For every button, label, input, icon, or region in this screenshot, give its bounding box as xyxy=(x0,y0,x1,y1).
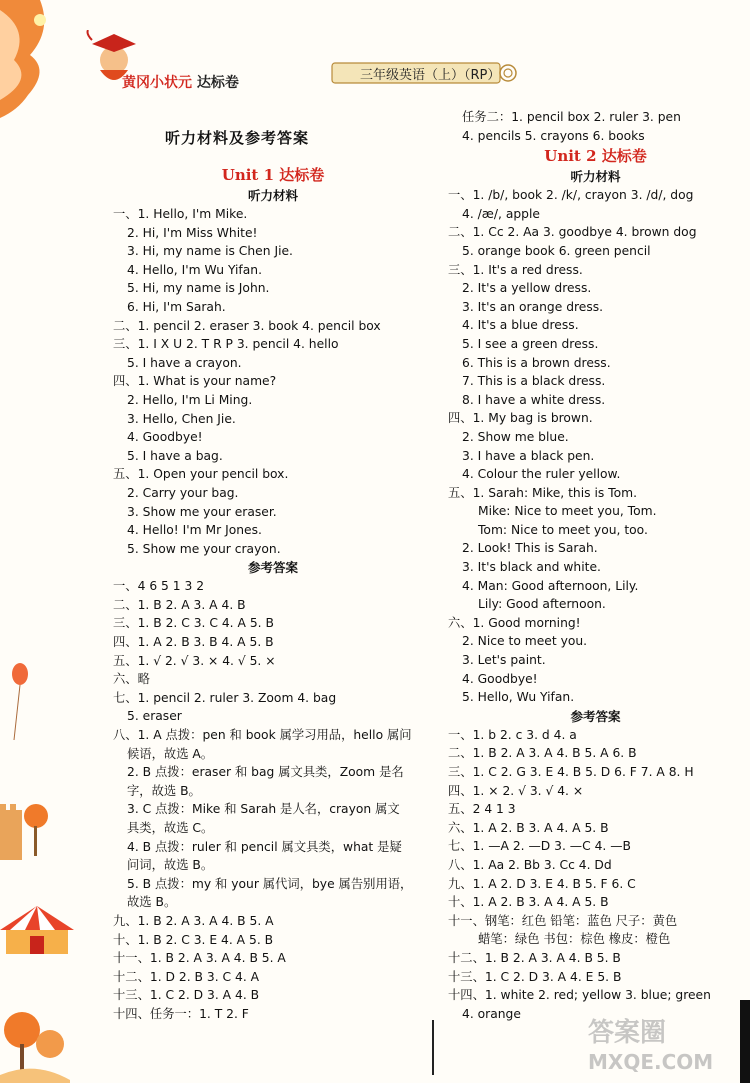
answer-line: 4. Colour the ruler yellow. xyxy=(462,467,621,482)
answer-line: 蜡笔：绿色 书包：棕色 橡皮：橙色 xyxy=(478,932,671,947)
unit-title: Unit 2 达标卷 xyxy=(544,147,647,166)
svg-text:答案圈: 答案圈 xyxy=(588,1018,667,1048)
left-column xyxy=(113,164,433,1024)
answer-line: 3. It's an orange dress. xyxy=(462,299,604,314)
book-title: 三年级英语（上）（RP） xyxy=(360,68,501,83)
answer-line: 5. Hi, my name is John. xyxy=(127,281,270,296)
answer-line: 7. This is a black dress. xyxy=(462,374,606,389)
section-title: 参考答案 xyxy=(570,708,621,724)
corner-decoration-icon xyxy=(0,0,58,120)
answer-line: 三、1. I X U 2. T R P 3. pencil 4. hello xyxy=(113,337,339,352)
divider-line xyxy=(432,1020,434,1075)
answer-line: 九、1. B 2. A 3. A 4. B 5. A xyxy=(113,913,274,928)
balloon-icon xyxy=(0,660,40,750)
answer-line: 2. B 点拨：eraser 和 bag 属文具类，Zoom 是名 xyxy=(127,765,404,780)
answer-line: 五、1. √ 2. √ 3. × 4. √ 5. × xyxy=(113,653,276,668)
answer-line: 4. pencils 5. crayons 6. books xyxy=(462,128,645,143)
answer-line: 4. It's a blue dress. xyxy=(462,318,579,333)
answer-line: 一、1. /b/, book 2. /k/, crayon 3. /d/, dog xyxy=(448,188,694,203)
answer-line: 4. Man: Good afternoon, Lily. xyxy=(462,578,639,593)
answer-line: 3. Show me your eraser. xyxy=(127,504,277,519)
svg-text:MXQE.COM: MXQE.COM xyxy=(588,1050,714,1074)
answer-line: 五、2 4 1 3 xyxy=(448,802,516,817)
tree-icon xyxy=(0,1000,70,1083)
answer-line: 十一、1. B 2. A 3. A 4. B 5. A xyxy=(113,951,286,966)
answer-line: 十、1. A 2. B 3. A 4. A 5. B xyxy=(448,895,609,910)
answer-line: 4. orange xyxy=(462,1006,521,1021)
answer-line: 5. orange book 6. green pencil xyxy=(462,243,651,258)
answer-line: 5. eraser xyxy=(127,709,182,724)
answer-line: 候语，故选 A。 xyxy=(127,746,214,761)
answer-line: 4. Hello! I'm Mr Jones. xyxy=(127,523,262,538)
answer-line: 2. Hello, I'm Li Ming. xyxy=(127,392,253,407)
answer-line: 5. I have a crayon. xyxy=(127,355,242,370)
answer-line: 八、1. A 点拨：pen 和 book 属学习用品，hello 属问 xyxy=(113,728,412,743)
answer-line: 四、1. A 2. B 3. B 4. A 5. B xyxy=(113,635,274,650)
answer-line: 3. C 点拨：Mike 和 Sarah 是人名，crayon 属文 xyxy=(127,802,400,817)
answer-line: 四、1. My bag is brown. xyxy=(448,411,593,426)
answer-line: 3. Hi, my name is Chen Jie. xyxy=(127,244,293,259)
answer-line: 2. Nice to meet you. xyxy=(462,634,588,649)
answer-line: 故选 B。 xyxy=(127,895,177,910)
answer-line: 3. It's black and white. xyxy=(462,560,601,575)
answer-line: 2. Look! This is Sarah. xyxy=(462,541,598,556)
answer-line: 二、1. B 2. A 3. A 4. B xyxy=(113,597,246,612)
answer-line: 三、1. It's a red dress. xyxy=(448,262,583,277)
answer-line: 字，故选 B。 xyxy=(127,783,201,798)
page-title: 听力材料及参考答案 xyxy=(165,129,310,147)
answer-line: 4. /æ/, apple xyxy=(462,206,540,221)
answer-line: 十一、钢笔：红色 铅笔：蓝色 尺子：黄色 xyxy=(448,913,678,928)
answer-line: 2. It's a yellow dress. xyxy=(462,281,592,296)
answer-line: 4. Goodbye! xyxy=(127,430,203,445)
answer-line: 4. Hello, I'm Wu Yifan. xyxy=(127,262,263,277)
answer-line: 十、1. B 2. C 3. E 4. A 5. B xyxy=(113,932,274,947)
answer-line: 二、1. pencil 2. eraser 3. book 4. pencil box xyxy=(113,318,381,333)
answer-line: 任务二：1. pencil box 2. ruler 3. pen xyxy=(462,110,681,124)
answer-line: 4. Goodbye! xyxy=(462,671,538,686)
answer-line: 十三、1. C 2. D 3. A 4. E 5. B xyxy=(448,969,622,984)
answer-line: 四、1. × 2. √ 3. √ 4. × xyxy=(448,783,584,798)
answer-line: 五、1. Open your pencil box. xyxy=(113,467,289,482)
section-title: 参考答案 xyxy=(247,560,298,576)
answer-line: 一、1. b 2. c 3. d 4. a xyxy=(448,727,577,742)
answer-line: 具类，故选 C。 xyxy=(127,821,214,835)
answer-line: 十二、1. B 2. A 3. A 4. B 5. B xyxy=(448,950,621,965)
answer-line: 二、1. Cc 2. Aa 3. goodbye 4. brown dog xyxy=(448,225,697,240)
answer-line: 一、4 6 5 1 3 2 xyxy=(113,579,205,594)
answer-line: Tom: Nice to meet you, too. xyxy=(478,522,648,537)
answer-line: 3. I have a black pen. xyxy=(462,448,595,463)
answer-line: 问词，故选 B。 xyxy=(127,858,214,873)
castle-tree-icon xyxy=(0,780,50,870)
answer-line: 十三、1. C 2. D 3. A 4. B xyxy=(113,988,260,1003)
section-title: 听力材料 xyxy=(247,188,298,203)
answer-line: 九、1. A 2. D 3. E 4. B 5. F 6. C xyxy=(448,876,636,891)
answer-line: 四、1. What is your name? xyxy=(113,374,277,389)
answer-line: 6. Hi, I'm Sarah. xyxy=(127,299,226,314)
answer-line: 七、1. —A 2. —D 3. —C 4. —B xyxy=(448,839,631,854)
answer-line: 5. I have a bag. xyxy=(127,448,223,463)
answer-line: Mike: Nice to meet you, Tom. xyxy=(478,504,657,519)
section-title: 听力材料 xyxy=(570,169,621,185)
answer-line: 5. Show me your crayon. xyxy=(127,541,281,556)
answer-line: 5. I see a green dress. xyxy=(462,336,599,351)
answer-line: 二、1. B 2. A 3. A 4. B 5. A 6. B xyxy=(448,746,637,761)
answer-line: 2. Carry your bag. xyxy=(127,485,239,500)
answer-line: 3. Let's paint. xyxy=(462,653,546,668)
answer-line: 六、1. Good morning! xyxy=(448,615,581,630)
answer-line: 七、1. pencil 2. ruler 3. Zoom 4. bag xyxy=(113,690,337,705)
answer-line: 六、略 xyxy=(113,672,150,687)
answer-line: 八、1. Aa 2. Bb 3. Cc 4. Dd xyxy=(448,857,612,872)
answer-line: Lily: Good afternoon. xyxy=(478,597,606,612)
answer-line: 一、1. Hello, I'm Mike. xyxy=(113,207,248,221)
answer-line: 6. This is a brown dress. xyxy=(462,355,611,370)
unit-title: Unit 1 达标卷 xyxy=(221,166,325,184)
answer-line: 5. Hello, Wu Yifan. xyxy=(462,690,575,705)
answer-line: 五、1. Sarah: Mike, this is Tom. xyxy=(448,485,638,500)
answer-line: 十二、1. D 2. B 3. C 4. A xyxy=(113,969,260,984)
brand-logo-text: 黄冈小状元 达标卷 xyxy=(122,75,239,91)
circus-tent-icon xyxy=(0,900,75,960)
answer-line: 4. B 点拨：ruler 和 pencil 属文具类，what 是疑 xyxy=(127,839,402,854)
answer-line: 十四、任务一：1. T 2. F xyxy=(113,1006,249,1021)
answer-line: 8. I have a white dress. xyxy=(462,392,606,407)
answer-line: 三、1. C 2. G 3. E 4. B 5. D 6. F 7. A 8. H xyxy=(448,765,694,779)
answer-line: 3. Hello, Chen Jie. xyxy=(127,411,236,426)
watermark-logo-icon xyxy=(582,1007,742,1077)
answer-line: 十四、1. white 2. red; yellow 3. blue; green xyxy=(448,988,711,1003)
answer-line: 2. Hi, I'm Miss White! xyxy=(127,225,258,240)
answer-line: 5. B 点拨：my 和 your 属代词，bye 属告别用语， xyxy=(127,876,413,891)
answer-line: 三、1. B 2. C 3. C 4. A 5. B xyxy=(113,616,274,631)
right-column xyxy=(448,108,743,1023)
answer-line: 2. Show me blue. xyxy=(462,429,569,444)
answer-line: 六、1. A 2. B 3. A 4. A 5. B xyxy=(448,820,609,835)
